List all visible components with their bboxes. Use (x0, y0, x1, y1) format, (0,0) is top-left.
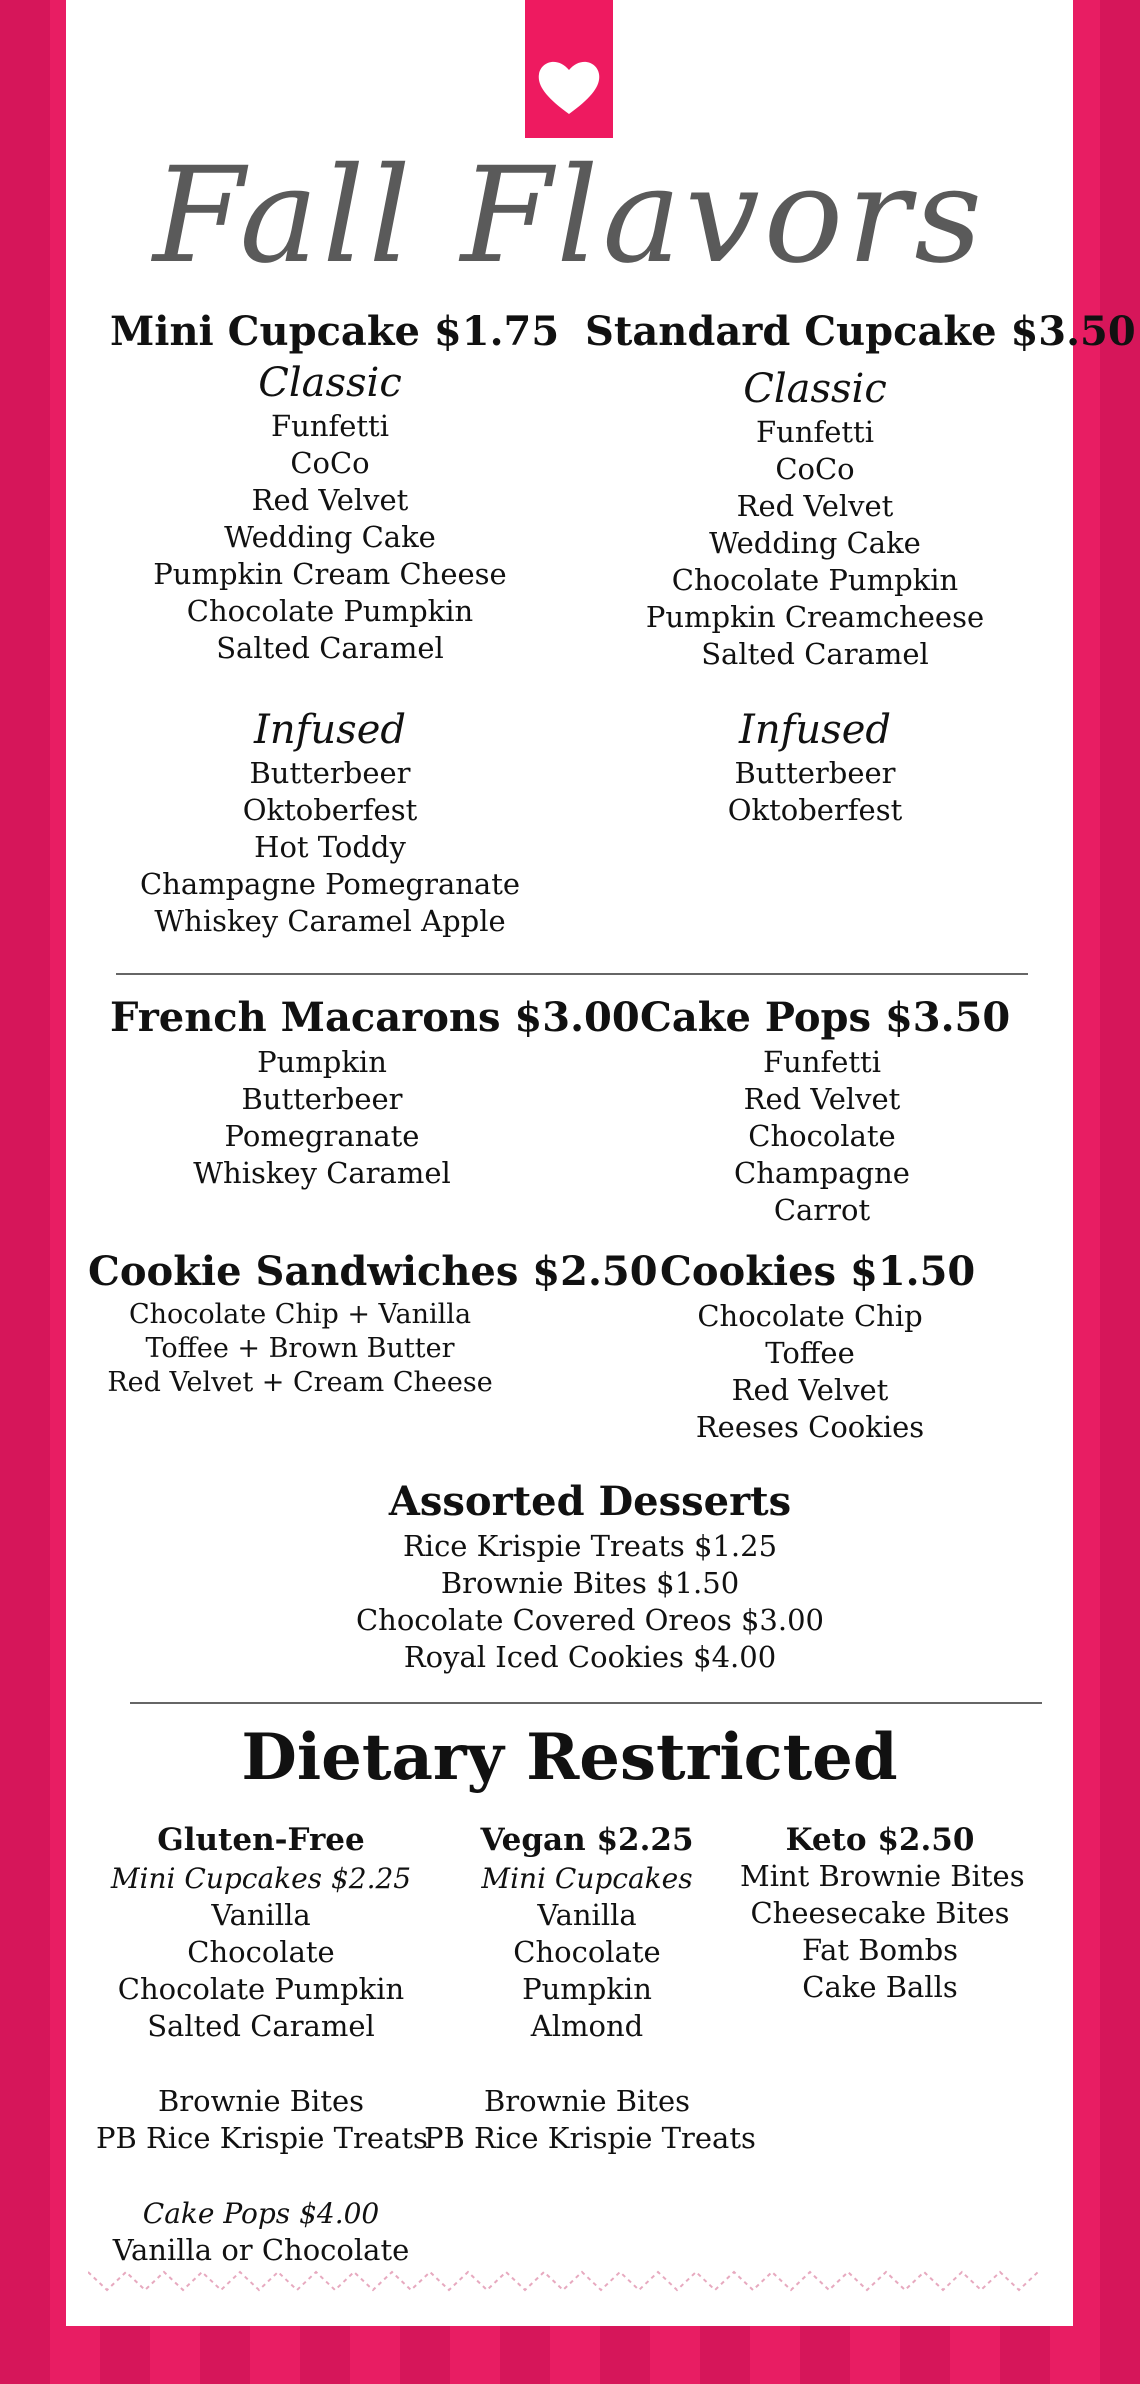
list-item: Red Velvet + Cream Cheese (107, 1367, 493, 1398)
list-item: Red Velvet (731, 1373, 889, 1407)
cookies-heading: Cookies $1.50 (660, 1248, 976, 1295)
list-item: Almond (530, 2009, 644, 2043)
list-item: PB Rice Krispie Treats (424, 2121, 756, 2155)
list-item: Champagne Pomegranate (139, 867, 521, 901)
list-item: Cake Balls (802, 1970, 958, 2004)
list-item: Funfetti (763, 1045, 881, 1079)
list-item: Carrot (773, 1193, 871, 1227)
standard-classic-label: Classic (743, 366, 887, 412)
list-item: Brownie Bites $1.50 (440, 1566, 740, 1600)
bottom-stripe (0, 2326, 1140, 2384)
list-item: Salted Caramel (147, 2009, 375, 2043)
standard-cupcake-section (585, 306, 1136, 829)
mini-classic-label: Classic (258, 360, 402, 406)
zigzag-border (88, 2268, 1050, 2294)
list-item: Chocolate Chip + Vanilla (128, 1299, 472, 1330)
list-item: Whiskey Caramel Apple (154, 904, 506, 938)
list-item: Pumpkin Cream Cheese (153, 557, 507, 591)
list-item: Chocolate Covered Oreos $3.00 (355, 1603, 824, 1637)
vegan-subheading: Mini Cupcakes (481, 1862, 693, 1895)
standard-cupcake-heading: Standard Cupcake $3.50 (585, 308, 1136, 355)
vegan-heading: Vegan $2.25 (480, 1822, 694, 1858)
list-item: Red Velvet (251, 483, 409, 517)
list-item: Hot Toddy (254, 830, 406, 864)
standard-infused-label: Infused (739, 707, 891, 753)
list-item: Reeses Cookies (695, 1410, 925, 1444)
assorted-heading: Assorted Desserts (388, 1478, 792, 1525)
cake-pops-section (640, 992, 1011, 1229)
list-item: Pumpkin (257, 1045, 387, 1079)
heart-tab (525, 0, 613, 138)
dietary-heading: Dietary Restricted (241, 1720, 898, 1795)
cookie-sandwiches-heading: Cookie Sandwiches $2.50 (88, 1248, 658, 1295)
keto-section (740, 1820, 1025, 2006)
vegan-section (424, 1820, 756, 2157)
list-item: Butterbeer (249, 756, 411, 790)
list-item: Butterbeer (241, 1082, 403, 1116)
list-item: Chocolate Pumpkin (671, 563, 959, 597)
list-item: Chocolate Pumpkin (186, 594, 474, 628)
list-item: Champagne (734, 1156, 910, 1190)
list-item: Royal Iced Cookies $4.00 (403, 1640, 777, 1674)
macarons-section (110, 992, 640, 1192)
list-item: Salted Caramel (216, 631, 444, 665)
list-item: CoCo (290, 446, 370, 480)
list-item: Mint Brownie Bites (740, 1859, 1025, 1893)
list-item: Wedding Cake (709, 526, 921, 560)
gluten-free-heading: Gluten-Free (157, 1822, 365, 1858)
page-title: Fall Flavors (152, 139, 987, 293)
gluten-free-cake-pops-label: Cake Pops $4.00 (142, 2197, 380, 2230)
cookie-sandwiches-section (88, 1246, 658, 1400)
mini-cupcake-heading: Mini Cupcake $1.75 (110, 308, 560, 355)
list-item: PB Rice Krispie Treats (96, 2121, 428, 2155)
gluten-free-section (96, 1820, 426, 2269)
divider (116, 973, 1028, 975)
list-item: Red Velvet (743, 1082, 901, 1116)
list-item: Chocolate (187, 1935, 335, 1969)
list-item: Chocolate Pumpkin (117, 1972, 405, 2006)
list-item: Funfetti (271, 409, 389, 443)
list-item: Fat Bombs (801, 1933, 959, 1967)
gluten-free-subheading: Mini Cupcakes $2.25 (110, 1862, 412, 1895)
list-item: Oktoberfest (242, 793, 418, 827)
mini-cupcake-section (110, 306, 560, 940)
list-item: Butterbeer (734, 756, 896, 790)
list-item: Pumpkin Creamcheese (645, 600, 985, 634)
list-item: Chocolate Chip (697, 1299, 923, 1333)
list-item: Toffee (765, 1336, 855, 1370)
cookies-section (660, 1246, 976, 1446)
keto-heading: Keto $2.50 (785, 1822, 975, 1858)
list-item: CoCo (775, 452, 855, 486)
assorted-section (330, 1476, 850, 1676)
list-item: Rice Krispie Treats $1.25 (402, 1529, 778, 1563)
list-item: Brownie Bites (157, 2084, 365, 2118)
list-item: Wedding Cake (224, 520, 436, 554)
list-item: Toffee + Brown Butter (145, 1333, 455, 1364)
cake-pops-heading: Cake Pops $3.50 (640, 994, 1011, 1041)
list-item: Oktoberfest (727, 793, 903, 827)
list-item: Red Velvet (736, 489, 894, 523)
heart-icon (537, 58, 601, 116)
list-item: Whiskey Caramel (193, 1156, 451, 1190)
list-item: Vanilla (537, 1898, 637, 1932)
list-item: Vanilla or Chocolate (112, 2233, 410, 2267)
list-item: Cheesecake Bites (750, 1896, 1010, 1930)
divider (130, 1702, 1042, 1704)
list-item: Brownie Bites (483, 2084, 691, 2118)
list-item: Pumpkin (522, 1972, 652, 2006)
list-item: Chocolate (748, 1119, 896, 1153)
list-item: Vanilla (211, 1898, 311, 1932)
macarons-heading: French Macarons $3.00 (110, 994, 640, 1041)
list-item: Salted Caramel (701, 637, 929, 671)
list-item: Funfetti (756, 415, 874, 449)
mini-infused-label: Infused (254, 707, 406, 753)
list-item: Chocolate (513, 1935, 661, 1969)
list-item: Pomegranate (224, 1119, 420, 1153)
